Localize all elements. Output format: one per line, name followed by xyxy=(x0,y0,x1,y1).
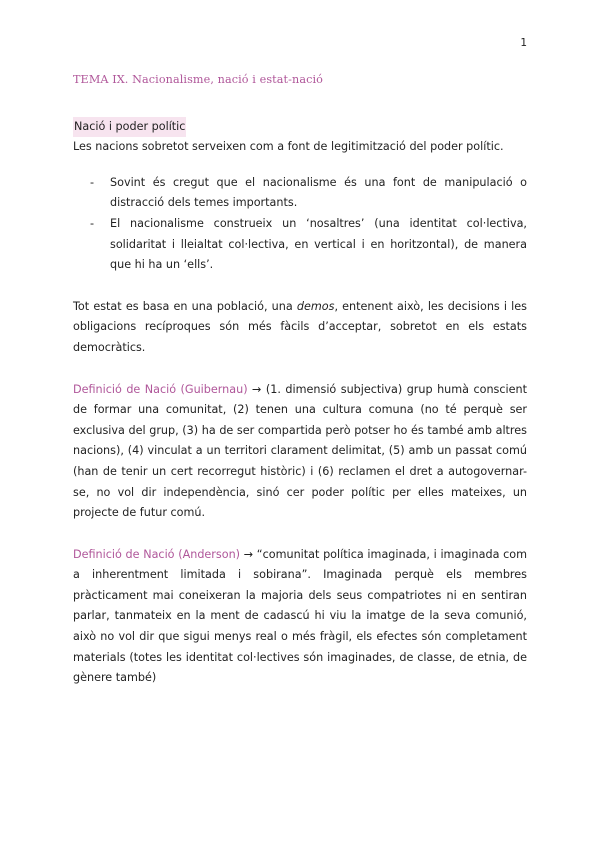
section-heading-wrap xyxy=(73,117,527,138)
definition-guibernau xyxy=(73,380,527,524)
section-heading: Nació i poder polític xyxy=(73,117,186,138)
demos-text-after: , entenent això, les decisions i les obligacions recíproques són més fàcils d’acceptar, sobretot en els estats democràtics. xyxy=(73,299,527,354)
spacer xyxy=(73,276,527,297)
definition-text: → (1. dimensió subjectiva) grup humà conscient de formar una comunitat, (2) tenen una cultura comuna (no té perquè ser exclusiva del grup, (3) ha de ser compartida però potser ho és també amb altres nacions), (4) vinculat a un territori clarament delimitat, (5) amb un passat comú (han de tenir un cert recorregut històric) i (6) reclamen el dret a autogovernar-se, no vol dir independència, sinó cer poder polític per elles mateixes, un projecte de futur comú. xyxy=(73,382,527,520)
demos-text-before: Tot estat es basa en una població, una xyxy=(73,299,297,313)
bullet-text: Sovint és cregut que el nacionalisme és una font de manipulació o distracció dels temes importants. xyxy=(110,175,527,210)
demos-italic: demos xyxy=(296,299,335,313)
document-body xyxy=(73,70,527,689)
bullet-dash: - xyxy=(90,216,95,230)
bullet-dash: - xyxy=(90,175,95,189)
spacer xyxy=(73,524,527,545)
definition-text: → “comunitat política imaginada, i imaginada com a inherentment limitada i sobirana”. Imaginada perquè els membres pràcticament mai coneixeran la majoria dels seus compatriotes ni en sentiran parlar, tanmateix en la ment de cadascú hi viu la imatge de la seva comunió, això no vol dir que sigui menys real o més fràgil, els efectes són completament materials (totes les identitat col·lectives són imaginades, de classe, de etnia, de gènere també) xyxy=(73,547,528,685)
section-intro: Les nacions sobretot serveixen com a font de legitimització del poder polític. xyxy=(73,140,504,154)
bullet-item xyxy=(73,173,527,214)
demos-paragraph xyxy=(73,297,527,359)
definition-label: Definició de Nació (Anderson) xyxy=(73,547,241,561)
document-title: TEMA IX. Nacionalisme, nació i estat-nació xyxy=(73,73,323,86)
bullet-text: El nacionalisme construeix un ‘nosaltres’ (una identitat col·lectiva, solidaritat i lleialtat col·lectiva, en vertical i en horitzontal), de manera que hi ha un ‘ells’. xyxy=(110,216,527,272)
page-number: 1 xyxy=(520,37,527,49)
definition-anderson xyxy=(73,545,527,689)
bullet-list xyxy=(73,173,527,276)
spacer xyxy=(73,158,527,173)
definition-label: Definició de Nació (Guibernau) xyxy=(73,382,248,396)
bullet-item xyxy=(73,214,527,276)
spacer xyxy=(73,359,527,380)
